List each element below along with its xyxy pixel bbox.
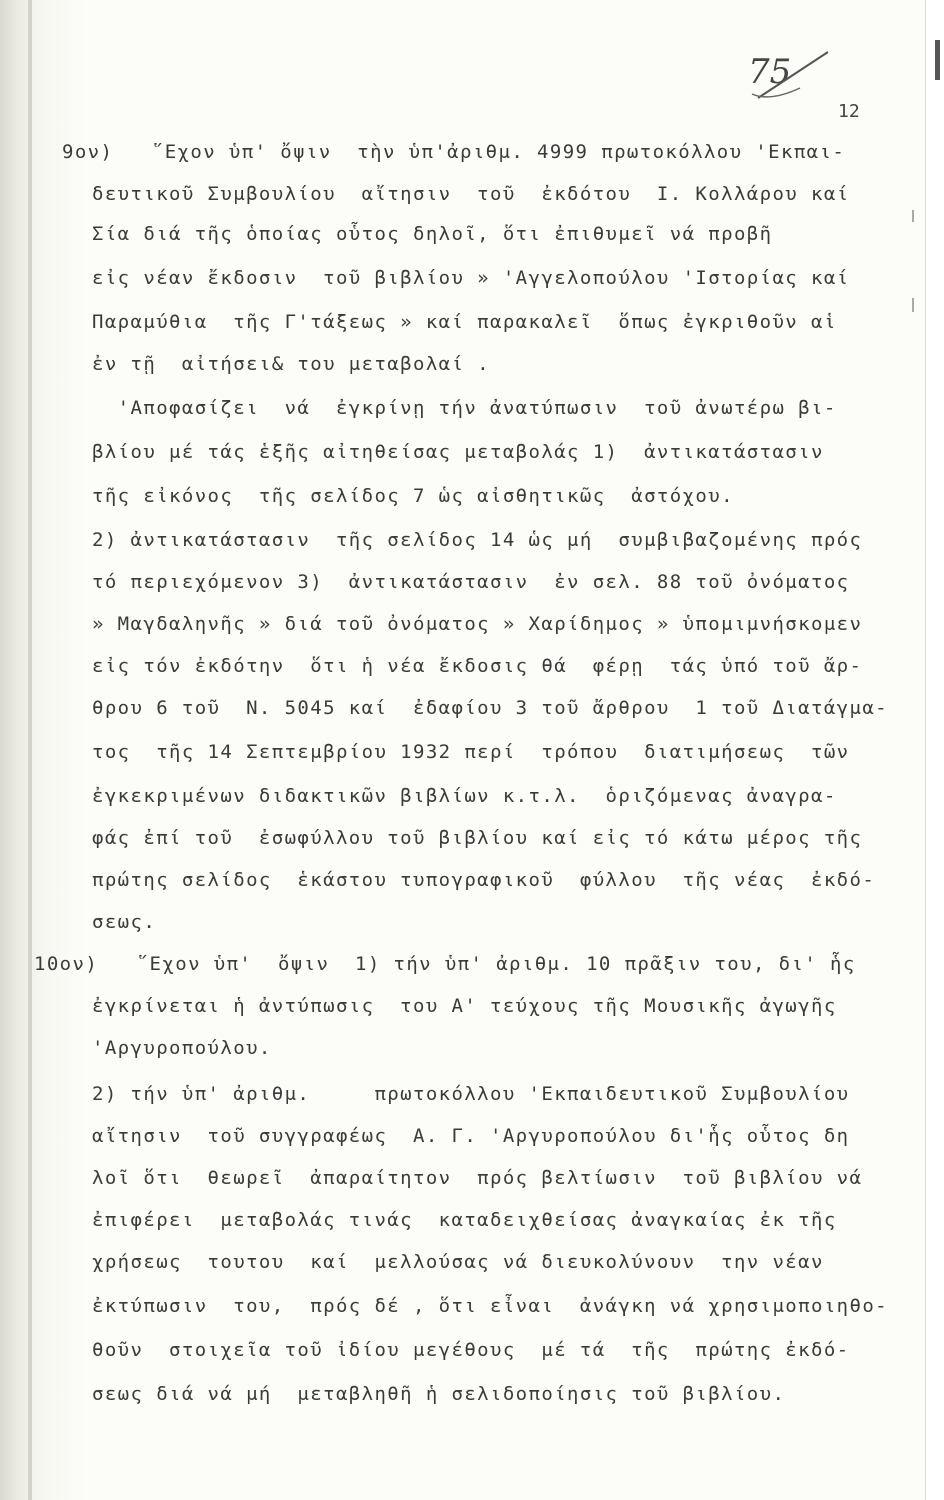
page-fold-shadow: [28, 0, 32, 1500]
text-line: 'Αποφασίζει νά ἐγκρίνῃ τήν ἀνατύπωσιν τοῦ ἀνωτέρω βι-: [92, 397, 837, 419]
text-line: φάς ἐπί τοῦ ἐσωφύλλου τοῦ βιβλίου καί εἰς τό κάτω μέρος τῆς: [92, 827, 863, 849]
text-line: 2) ἀντικατάστασιν τῆς σελίδος 14 ὡς μή συμβιβαζομένης πρός: [92, 529, 863, 551]
text-line: 'Αργυροπούλου.: [92, 1037, 272, 1059]
margin-tick: [912, 298, 914, 312]
text-line: θοῦν στοιχεῖα τοῦ ἰδίου μεγέθους μέ τά τῆς πρώτης ἐκδό-: [92, 1339, 850, 1361]
text-line: ἐγκρίνεται ἡ ἀντύπωσις του Α' τεύχους τῆς Μουσικῆς ἀγωγῆς: [92, 995, 837, 1017]
text-line: αἴτησιν τοῦ συγγραφέως Α. Γ. 'Αργυροπούλου δι'ἧς οὗτος δη: [92, 1125, 850, 1147]
margin-tick: [912, 210, 914, 222]
text-line: ἐγκεκριμένων διδακτικῶν βιβλίων κ.τ.λ. ὁριζόμενας ἀναγρα-: [92, 785, 837, 807]
page-number: 12: [838, 101, 860, 122]
bleed-through-signature: [620, 880, 850, 1000]
edge-mark: [935, 40, 940, 80]
text-line: εἰς τόν ἐκδότην ὅτι ἡ νέα ἔκδοσις θά φέρῃ τάς ὑπό τοῦ ἄρ-: [92, 655, 863, 677]
text-line: λοῖ ὅτι θεωρεῖ ἀπαραίτητον πρός βελτίωσιν τοῦ βιβλίου νά: [92, 1167, 863, 1189]
archive-slash-icon: [740, 48, 840, 108]
text-line: σεως διά νά μή μεταβληθῆ ἡ σελιδοποίησις τοῦ βιβλίου.: [92, 1383, 786, 1405]
text-line: εἰς νέαν ἔκδοσιν τοῦ βιβλίου » 'Αγγελοπούλου 'Ιστορίας καί: [92, 267, 850, 289]
text-line: 2) τήν ὑπ' ἀριθμ. πρωτοκόλλου 'Εκπαιδευτικοῦ Συμβουλίου: [92, 1083, 850, 1105]
text-line: χρήσεως τουτου καί μελλούσας νά διευκολύνουν την νέαν: [92, 1251, 824, 1273]
text-line: 10ον) ῞Εχον ὑπ' ὄψιν 1) τήν ὑπ' ἀριθμ. 10 πρᾶξιν του, δι' ἧς: [34, 953, 856, 975]
text-line: τό περιεχόμενον 3) ἀντικατάστασιν ἐν σελ. 88 τοῦ ὀνόματος: [92, 571, 850, 593]
text-line: πρώτης σελίδος ἑκάστου τυπογραφικοῦ φύλλου τῆς νέας ἐκδό-: [92, 869, 876, 891]
text-line: ἐν τῇ αἰτήσει& του μεταβολαί .: [92, 353, 491, 375]
text-line: θρου 6 τοῦ Ν. 5045 καί ἐδαφίου 3 τοῦ ἄρθρου 1 τοῦ Διατάγμα-: [92, 697, 889, 719]
page-right-edge: [925, 0, 944, 1500]
text-line: Παραμύθια τῆς Γ'τάξεως » καί παρακαλεῖ ὅπως ἐγκριθοῦν αἱ: [92, 311, 837, 333]
text-line: βλίου μέ τάς ἑξῆς αἰτηθείσας μεταβολάς 1) ἀντικατάστασιν: [92, 441, 824, 463]
text-line: » Μαγδαληνῆς » διά τοῦ ὀνόματος » Χαρίδημος » ὑπομιμνήσκομεν: [92, 613, 863, 635]
archive-number: 75: [748, 52, 792, 92]
text-line: τος τῆς 14 Σεπτεμβρίου 1932 περί τρόπου διατιμήσεως τῶν: [92, 741, 850, 763]
archive-stamp: [740, 48, 840, 108]
text-line: τῆς εἰκόνος τῆς σελίδος 7 ὡς αἰσθητικῶς ἀστόχου.: [92, 485, 734, 507]
text-line: Σία διά τῆς ὁποίας οὗτος δηλοῖ, ὅτι ἐπιθυμεῖ νά προβῆ: [92, 223, 773, 245]
text-line: ἐπιφέρει μεταβολάς τινάς καταδειχθείσας ἀναγκαίας ἐκ τῆς: [92, 1209, 837, 1231]
text-line: σεως.: [92, 911, 157, 933]
text-line: δευτικοῦ Συμβουλίου αἴτησιν τοῦ ἐκδότου Ι. Κολλάρου καί: [92, 183, 850, 205]
text-line: ἐκτύπωσιν του, πρός δέ , ὅτι εἶναι ἀνάγκη νά χρησιμοποιηθο-: [92, 1295, 889, 1317]
text-line: 9ον) ῞Εχον ὑπ' ὄψιν τὴν ὑπ'ἀριθμ. 4999 πρωτοκόλλου 'Εκπαι-: [62, 141, 846, 163]
